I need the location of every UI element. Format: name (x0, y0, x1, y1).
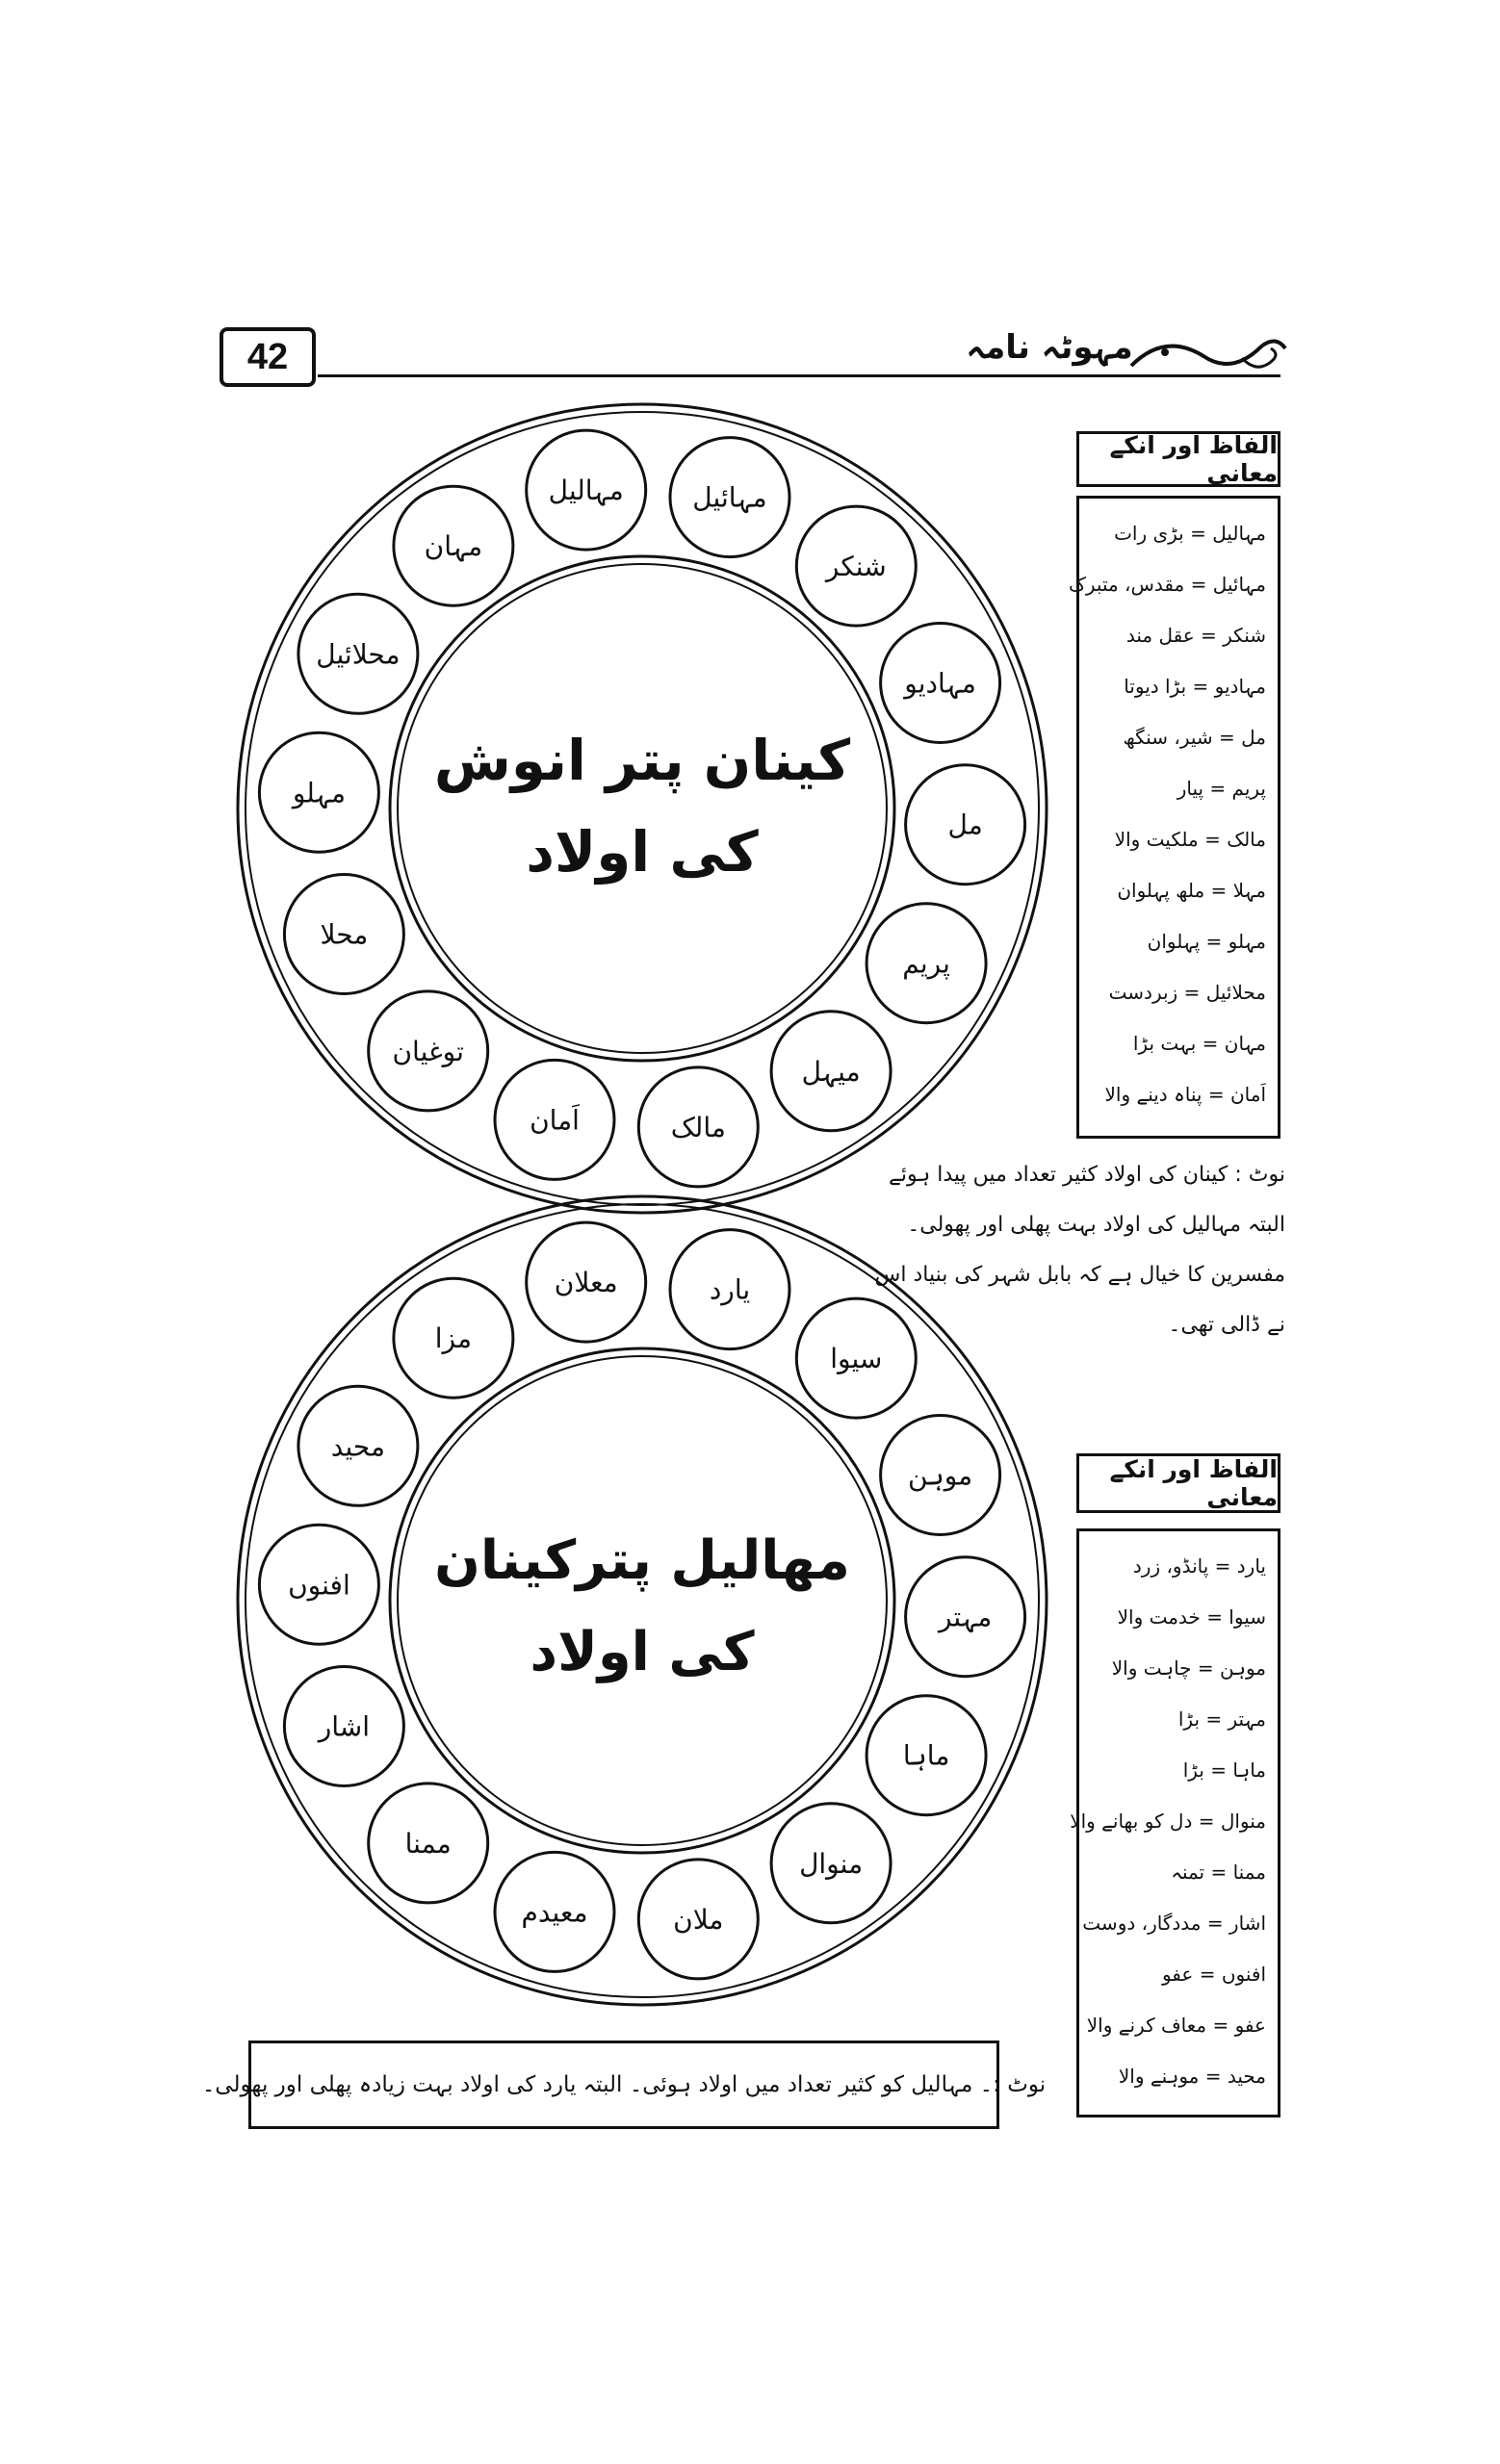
glossary-entry: سیوا = خدمت والا (1117, 1605, 1266, 1629)
wheel-2-subtitle: کی اولاد (530, 1621, 755, 1683)
name-label: منوال (799, 1847, 864, 1880)
glossary-1-list (1068, 508, 1266, 1120)
glossary-2-list (1070, 1541, 1266, 2102)
note-1-line: نے ڈالی تھی۔ (1168, 1313, 1285, 1337)
name-label: ماہا (902, 1739, 950, 1772)
glossary-entry: منوال = دل کو بھانے والا (1070, 1810, 1266, 1833)
glossary-entry: مالک = ملکیت والا (1114, 828, 1266, 851)
name-label: یارد (709, 1273, 751, 1306)
name-label: اشار (318, 1710, 371, 1743)
glossary-entry: عفو = معاف کرنے والا (1086, 2014, 1266, 2037)
name-label: ملان (673, 1903, 724, 1936)
name-label: شنکر (825, 551, 887, 583)
glossary-entry: ممنا = تمنہ (1171, 1861, 1266, 1884)
glossary-1 (1068, 496, 1280, 1139)
glossary-entry: محلائیل = زبردست (1108, 981, 1266, 1004)
name-label: سیوا (830, 1343, 883, 1375)
name-label: میہل (801, 1055, 861, 1088)
glossary-entry: مہادیو = بڑا دیوتا (1124, 675, 1266, 698)
glossary-entry: مہلو = پہلوان (1147, 930, 1266, 953)
name-label: محلائیل (316, 638, 401, 671)
note-1-line: مفسرین کا خیال ہے کہ بابل شہر کی بنیاد اس (874, 1263, 1285, 1287)
glossary-entry: شنکر = عقل مند (1125, 624, 1266, 647)
note-2: نوٹ :۔ مہالیل کو کثیر تعداد میں اولاد ہوئی۔ البتہ یارد کی اولاد بہت زیادہ پھلی اور پھولی۔ (248, 2040, 999, 2129)
glossary-1-title: الفاظ اور انکے معانی (1076, 431, 1280, 487)
glossary-entry: مہائیل = مقدس، متبرک (1068, 573, 1266, 596)
note-1 (871, 1150, 1285, 1350)
wheel-2-inner-ring-2 (398, 1356, 887, 1845)
name-label: اَمان (530, 1104, 580, 1137)
glossary-entry: مل = شیر، سنگھ (1123, 726, 1266, 749)
glossary-entry: یارد = پانڈو، زرد (1132, 1554, 1266, 1578)
note-1-line: نوٹ : کینان کی اولاد کثیر تعداد میں پیدا ہوئے (889, 1163, 1285, 1187)
glossary-entry: اَمان = پناہ دینے والا (1104, 1083, 1266, 1106)
glossary-entry: اشار = مددگار، دوست (1082, 1912, 1266, 1935)
name-label: مہلو (292, 777, 346, 809)
book-title: مہوٹہ نامہ (966, 328, 1133, 367)
page-number: 42 (220, 327, 316, 387)
glossary-entry: مہالیل = بڑی رات (1114, 522, 1266, 545)
name-label: مہائیل (692, 481, 767, 514)
name-label: ممنا (404, 1827, 452, 1860)
glossary-entry: پریم = پیار (1177, 777, 1266, 800)
name-label: توغیان (392, 1035, 464, 1067)
glossary-entry: ماہا = بڑا (1182, 1758, 1266, 1782)
name-label: معیدم (521, 1896, 588, 1929)
name-label: افنوں (288, 1569, 350, 1602)
wheel-2-inner-ring (390, 1348, 894, 1853)
name-label: مہان (424, 530, 483, 563)
wheel-1-subtitle: کی اولاد (526, 819, 759, 885)
glossary-entry: موہن = چاہت والا (1111, 1656, 1266, 1680)
glossary-entry: محید = موہنے والا (1118, 2065, 1266, 2088)
glossary-entry: مہان = بہت بڑا (1132, 1032, 1266, 1055)
name-label: مہتر (938, 1601, 993, 1633)
note-1-line: البتہ مہالیل کی اولاد بہت پھلی اور پھولی۔ (907, 1213, 1285, 1237)
name-label: مالک (670, 1111, 726, 1143)
name-label: مہالیل (548, 475, 624, 507)
wheel-1-title: کینان پتر انوش (433, 728, 851, 793)
name-label: محید (330, 1430, 386, 1463)
glossary-entry: مہتر = بڑا (1177, 1707, 1266, 1731)
name-label: مل (947, 808, 983, 841)
name-label: مہادیو (904, 667, 976, 700)
glossary-entry: مہلا = ملھ پہلوان (1117, 879, 1266, 902)
glossary-2-title: الفاظ اور انکے معانی (1076, 1453, 1280, 1513)
name-label: مزا (434, 1322, 473, 1355)
wheel-2-title: مهاليل پترکینان (434, 1529, 850, 1592)
name-label: پریم (902, 947, 950, 980)
name-label: محلا (320, 918, 369, 951)
name-label: موہن (908, 1459, 973, 1492)
glossary-entry: افنوں = عفو (1161, 1963, 1266, 1986)
name-label: معلان (554, 1267, 618, 1299)
glossary-2 (1070, 1528, 1280, 2118)
